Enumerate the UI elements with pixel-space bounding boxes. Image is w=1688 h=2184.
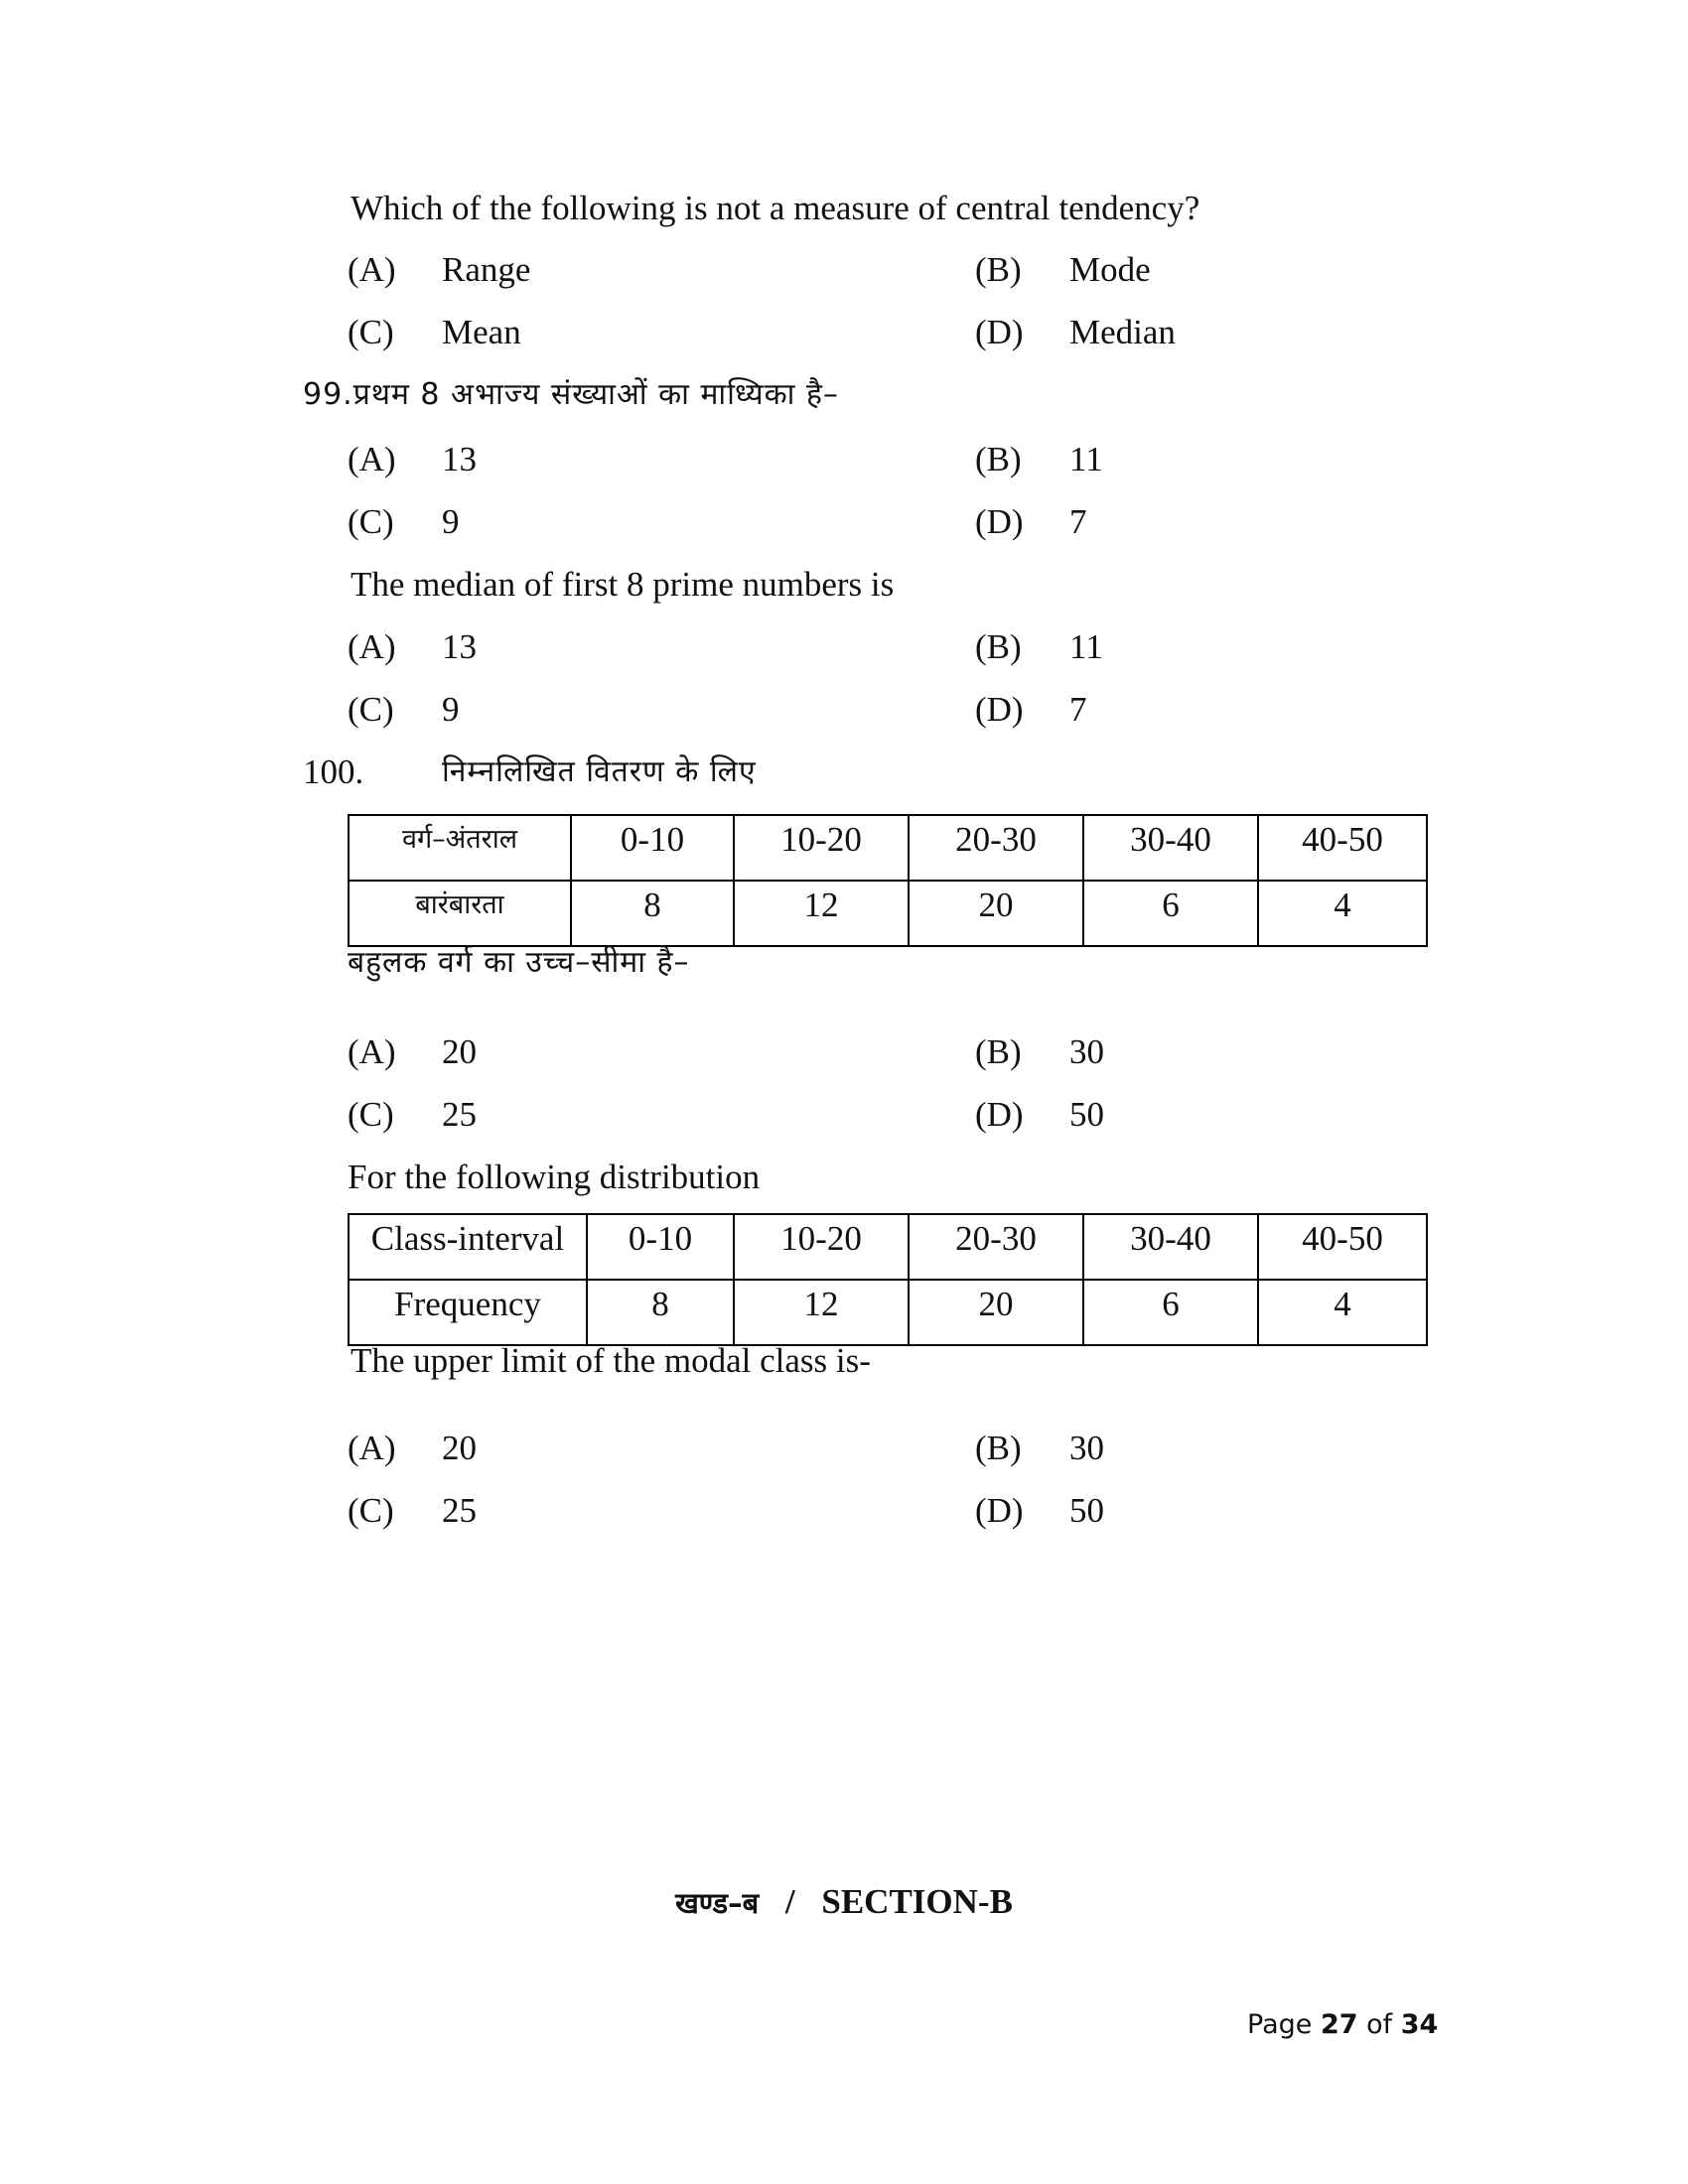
- table-cell: 10-20: [734, 815, 909, 881]
- option-label: (C): [348, 690, 394, 729]
- q98-en-options-row-2: [348, 313, 1241, 352]
- option-text: Mean: [442, 313, 521, 351]
- q100-en-intro: For the following distribution: [348, 1158, 761, 1196]
- option-label: (C): [348, 1491, 394, 1530]
- q100-hi-question: बहुलक वर्ग का उच्च–सीमा है–: [348, 945, 690, 980]
- option-text: 50: [1069, 1095, 1104, 1134]
- table-cell: 0-10: [571, 815, 734, 881]
- table-cell: 40-50: [1258, 815, 1427, 881]
- option-label: (B): [975, 250, 1022, 289]
- table-cell: 40-50: [1258, 1214, 1427, 1280]
- option-text: 20: [442, 1032, 477, 1071]
- table-header-cell: वर्ग–अंतराल: [349, 815, 571, 881]
- q98-en-question: Which of the following is not a measure of central tendency?: [351, 189, 1200, 227]
- table-cell: 20-30: [909, 815, 1083, 881]
- option-label: (D): [975, 502, 1024, 541]
- option-label: (C): [348, 502, 394, 541]
- option-text: 7: [1069, 690, 1087, 729]
- q100-en-options-row-1: [348, 1429, 1241, 1468]
- option-text: 11: [1069, 440, 1103, 478]
- table-row: [349, 815, 1427, 881]
- table-cell: 8: [587, 1280, 734, 1345]
- option-text: 9: [442, 502, 460, 541]
- table-row: [349, 1214, 1427, 1280]
- option-text: 20: [442, 1429, 477, 1467]
- option-text: 50: [1069, 1491, 1104, 1530]
- option-label: (B): [975, 627, 1022, 666]
- table-cell: 4: [1258, 881, 1427, 946]
- table-header-cell: बारंबारता: [349, 881, 571, 946]
- page-number-total: 34: [1400, 2009, 1439, 2040]
- table-cell: 0-10: [587, 1214, 734, 1280]
- q100-en-options-row-2: [348, 1491, 1241, 1531]
- option-text: 7: [1069, 502, 1087, 541]
- option-text: 9: [442, 690, 460, 729]
- page-number-prefix: Page: [1247, 2009, 1313, 2040]
- option-label: (A): [348, 1032, 396, 1071]
- table-cell: 30-40: [1083, 1214, 1258, 1280]
- table-cell: 20: [909, 1280, 1083, 1345]
- section-heading-english: SECTION-B: [821, 1882, 1013, 1921]
- option-label: (D): [975, 313, 1024, 351]
- section-heading-hindi: खण्ड–ब: [675, 1886, 760, 1920]
- table-cell: 6: [1083, 1280, 1258, 1345]
- page-number-of: of: [1366, 2009, 1393, 2040]
- option-text: 30: [1069, 1032, 1104, 1071]
- q99-hi-question: 99.प्रथम 8 अभाज्य संख्याओं का माध्यिका है–: [303, 377, 839, 412]
- option-label: (A): [348, 250, 396, 289]
- option-label: (D): [975, 690, 1024, 729]
- table-cell: 4: [1258, 1280, 1427, 1345]
- option-text: 11: [1069, 627, 1103, 666]
- table-row: [349, 1280, 1427, 1345]
- table-row: [349, 881, 1427, 946]
- q99-hi-options-row-2: [348, 502, 1241, 542]
- option-label: (A): [348, 440, 396, 478]
- table-cell: 6: [1083, 881, 1258, 946]
- option-text: 25: [442, 1491, 477, 1530]
- q99-en-question: The median of first 8 prime numbers is: [351, 565, 895, 604]
- option-label: (B): [975, 440, 1022, 478]
- q100-hi-table: [348, 814, 1428, 947]
- q100-number: 100.: [303, 752, 364, 791]
- option-text: 13: [442, 627, 477, 666]
- option-label: (A): [348, 627, 396, 666]
- option-text: Median: [1069, 313, 1176, 351]
- q100-en-table: [348, 1213, 1428, 1346]
- q98-en-options-row-1: [348, 250, 1241, 290]
- table-cell: 10-20: [734, 1214, 909, 1280]
- option-label: (D): [975, 1095, 1024, 1134]
- q100-hi-options-row-2: [348, 1095, 1241, 1135]
- option-text: 30: [1069, 1429, 1104, 1467]
- q100-hi-options-row-1: [348, 1032, 1241, 1072]
- option-label: (A): [348, 1429, 396, 1467]
- option-label: (D): [975, 1491, 1024, 1530]
- option-text: Range: [442, 250, 531, 289]
- table-header-cell: Class-interval: [349, 1214, 587, 1280]
- q100-en-question: The upper limit of the modal class is-: [351, 1341, 871, 1380]
- table-cell: 12: [734, 881, 909, 946]
- option-text: 25: [442, 1095, 477, 1134]
- option-label: (B): [975, 1429, 1022, 1467]
- option-text: 13: [442, 440, 477, 478]
- option-label: (C): [348, 1095, 394, 1134]
- option-label: (C): [348, 313, 394, 351]
- page-number-current: 27: [1320, 2009, 1358, 2040]
- section-heading-separator: /: [784, 1882, 795, 1921]
- table-cell: 30-40: [1083, 815, 1258, 881]
- section-heading: [0, 1882, 1688, 1922]
- option-text: Mode: [1069, 250, 1151, 289]
- table-header-cell: Frequency: [349, 1280, 587, 1345]
- option-label: (B): [975, 1032, 1022, 1071]
- table-cell: 12: [734, 1280, 909, 1345]
- q99-en-options-row-1: [348, 627, 1241, 667]
- page-number: [1247, 2009, 1438, 2040]
- table-cell: 8: [571, 881, 734, 946]
- q100-hi-intro: निम्नलिखित वितरण के लिए: [442, 754, 757, 789]
- table-cell: 20: [909, 881, 1083, 946]
- q99-hi-options-row-1: [348, 440, 1241, 479]
- q99-en-options-row-2: [348, 690, 1241, 730]
- table-cell: 20-30: [909, 1214, 1083, 1280]
